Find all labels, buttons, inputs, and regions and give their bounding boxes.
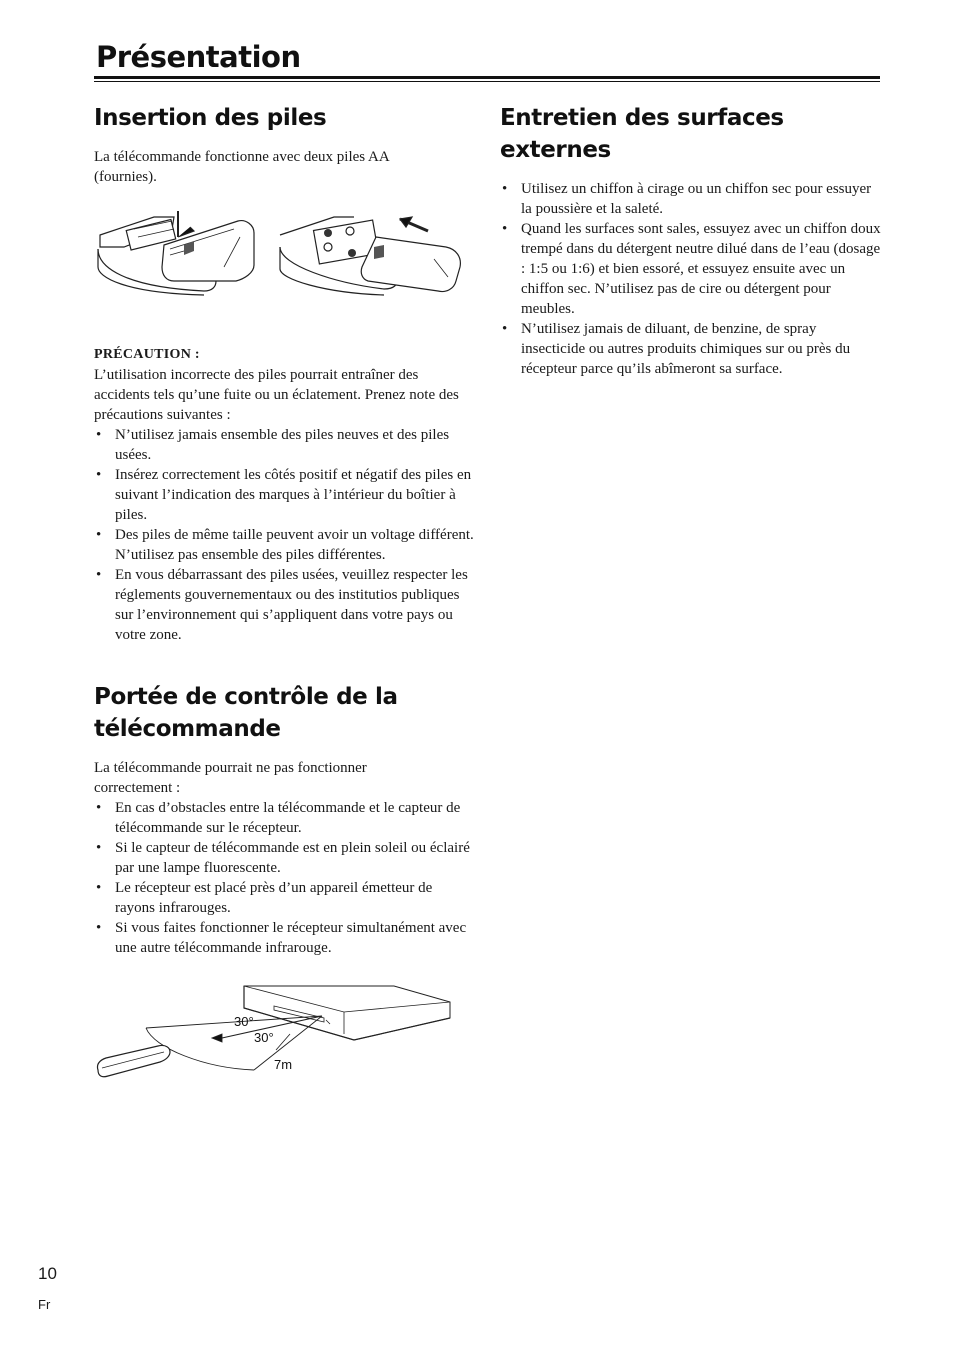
caution-list	[94, 425, 476, 645]
bullet-icon: •	[96, 920, 102, 936]
list-item-text: Insérez correctement les côtés positif et négatif des piles en suivant l’indication des marques à l’intérieur du boîtier à piles.	[115, 467, 472, 523]
caution-text: L’utilisation incorrecte des piles pourrait entraîner des accidents tels qu’une fuite ou un éclatement. Prenez note des précautions suivantes :	[94, 367, 459, 423]
bullet-icon: •	[96, 840, 102, 856]
angle-label-lower: 30°	[254, 1030, 274, 1045]
list-item	[94, 465, 476, 525]
list-item	[94, 918, 476, 958]
range-heading	[94, 681, 476, 745]
receiver-illustration	[244, 986, 450, 1040]
title-rule-thin	[94, 81, 880, 82]
range-intro: La télécommande pourrait ne pas fonctionner correctement :	[94, 760, 367, 796]
left-column	[94, 100, 476, 1088]
list-item-text: Utilisez un chiffon à cirage ou un chiffon sec pour essuyer la poussière et la saleté.	[521, 181, 872, 217]
list-item-text: En cas d’obstacles entre la télécommande et le capteur de télécommande sur le récepteur.	[115, 800, 461, 836]
list-item-text: Des piles de même taille peuvent avoir un voltage différent. N’utilisez pas ensemble des piles différentes.	[115, 527, 474, 563]
bullet-icon: •	[96, 567, 102, 583]
battery-intro: La télécommande fonctionne avec deux piles AA (fournies).	[94, 149, 389, 185]
bullet-icon: •	[96, 800, 102, 816]
bullet-icon: •	[502, 221, 508, 237]
list-item-text: Le récepteur est placé près d’un appareil émetteur de rayons infrarouges.	[115, 880, 433, 916]
remote-range-diagram	[94, 978, 474, 1088]
list-item	[94, 425, 476, 465]
list-item-text: Si le capteur de télécommande est en plein soleil ou éclairé par une lampe fluorescente.	[115, 840, 470, 876]
care-list	[500, 179, 882, 379]
right-column	[500, 100, 882, 379]
bullet-icon: •	[502, 181, 508, 197]
care-heading: Entretien des surfaces externes	[500, 105, 784, 163]
list-item-text: En vous débarrassant des piles usées, veuillez respecter les réglements gouvernementaux ou des institutios publiques sur l’environnement qui s’appliquent dans votre pays ou votre zone.	[115, 567, 468, 643]
remote-with-lid-illustration	[98, 211, 254, 295]
bullet-icon: •	[96, 527, 102, 543]
angle-label-upper: 30°	[234, 1014, 254, 1029]
list-item-text: N’utilisez jamais de diluant, de benzine, de spray insecticide ou autres produits chimiques sur ou près du récepteur parce qu’ils abîmeront sa surface.	[521, 321, 851, 377]
remote-illustration	[97, 1045, 170, 1076]
list-item	[500, 319, 882, 379]
remote-with-batteries-illustration	[280, 217, 460, 295]
bullet-icon: •	[96, 880, 102, 896]
title-rule	[94, 76, 880, 79]
list-item	[94, 878, 476, 918]
list-item	[94, 798, 476, 838]
caution-title: PRÉCAUTION :	[94, 347, 200, 362]
list-item	[500, 179, 882, 219]
battery-insertion-illustration	[94, 207, 474, 307]
bullet-icon: •	[502, 321, 508, 337]
list-item-text: Quand les surfaces sont sales, essuyez avec un chiffon doux trempé dans du détergent neutre dilué dans de l’eau (dosage : 1:5 ou 1:6) et bien essoré, et essuyez ensuite avec un chiffon sec. N’utilisez pas de cire ou détergent pour meubles.	[521, 221, 881, 317]
battery-heading: Insertion des piles	[94, 105, 327, 131]
list-item	[94, 565, 476, 645]
page-number: 10	[38, 1264, 57, 1283]
range-heading-line1: Portée de contrôle de la	[94, 684, 398, 710]
list-item	[94, 525, 476, 565]
distance-label: 7m	[274, 1057, 293, 1072]
page-title: Présentation	[96, 40, 301, 74]
range-heading-line2: télécommande	[94, 716, 281, 742]
bullet-icon: •	[96, 427, 102, 443]
list-item	[94, 838, 476, 878]
list-item-text: Si vous faites fonctionner le récepteur simultanément avec une autre télécommande infrarouge.	[115, 920, 467, 956]
language-code: Fr	[38, 1297, 51, 1312]
list-item	[500, 219, 882, 319]
bullet-icon: •	[96, 467, 102, 483]
list-item-text: N’utilisez jamais ensemble des piles neuves et des piles usées.	[115, 427, 450, 463]
range-list	[94, 798, 476, 958]
